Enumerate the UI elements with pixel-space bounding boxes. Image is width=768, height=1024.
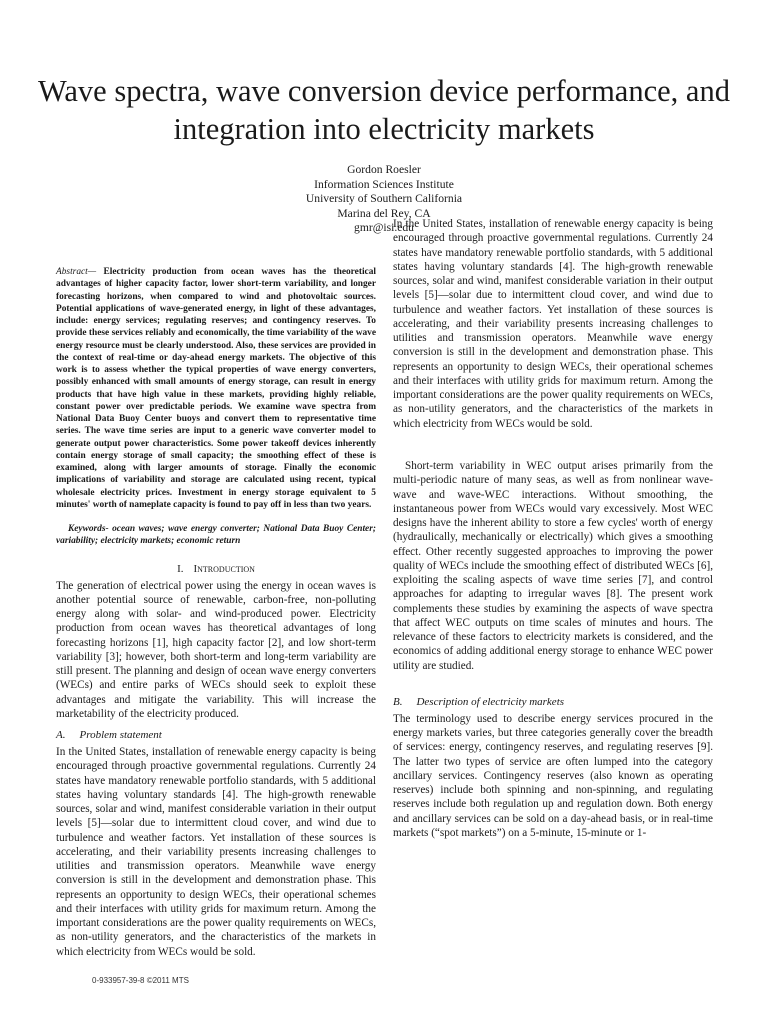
- abstract-text: Electricity production from ocean waves has the theoretical advantages of higher capacity factor, lower short-term variability, and longer forecasting horizons, when compared to wind and photovoltaic sources. Potential applications of wave-generated energy, in light of these advantages, include: energy services; regulating reserves; and contingency reserves. To provide these services reliably and economically, the time variability of the wave energy resource must be clearly understood. Also, these services are provided in the context of real-time or day-ahead energy markets. The objective of this work is to assess whether the typical properties of wave energy converters, possibly enhanced with small amounts of energy storage, can result in energy products that have high value in these markets, providing highly reliable, constant power over predictable periods. We examine wave spectra from National Data Buoy Center buoys and convert them to representative time series. The wave time series are input to a generic wave converter model to generate output power characteristics. Some power takeoff devices inherently contain energy storage of small capacity; the smoothing effect of these is examined, along with larger amounts of storage. Finally the economic implications of variability and storage are calculated using recent, typical wholesale electricity prices. Investment in energy storage equivalent to 5 minutes' worth of nameplate capacity is found to pay off in less than two years.: [56, 267, 376, 510]
- subsection-number: B.: [393, 695, 403, 708]
- author-email: gmr@isi.edu: [354, 221, 414, 235]
- author-university: University of Southern California: [305, 192, 463, 206]
- subsection-title: Problem statement: [79, 729, 162, 741]
- problem-statement-paragraph-continued: In the United States, installation of renewable energy capacity is being encouraged through proactive governmental regulations. Currently 24 states have mandatory renewable portfolio standards, with 5 additional states having voluntary standards [4]. The high-growth renewable sources, solar and wind, manifest considerable variation in their output levels [5]—solar due to intermittent cloud cover, and wind due to turbulence and weather factors. Yet installation of these sources is accelerating, and their variability presents increasing challenges to utilities and transmission operators. Meanwhile wave energy conversion is still in the development and demonstration phase. This represents an opportunity to design WECs, their operational schemes and their interfaces with utility grids for maximum return. Among the important considerations are the power quality requirements on WECs, as non-utility generators, and the characteristics of the markets in which electricity from WECs would be sold.: [393, 218, 713, 430]
- introduction-paragraph: The generation of electrical power using the energy in ocean waves is another potential source of renewable, carbon-free, non-polluting energy along with solar- and wind-produced power. Electricity production from ocean waves has theoretical advantages of long forecasting horizons [1], high capacity factor [2], and low short-term variability [3]; however, both short-term and long-term variability are still present. The planning and design of ocean wave energy converters (WECs) and entire parks of WECs should seek to exploit these advantages and mitigate the variability. This will increase the marketability of the electricity produced.: [56, 579, 376, 720]
- section-title: Introduction: [193, 562, 255, 575]
- problem-statement-paragraph-start: In the United States, installation of renewable energy capacity is being encouraged through proactive governmental regulations. Currently 24 states have mandatory renewable portfolio standards, with 5 additional states having voluntary standards [4]. The high-growth renewable sources, solar and wind, manifest considerable variation in their output levels [5]—solar due to intermittent cloud cover, and wind due to turbulence and weather factors. Yet installation of these sources is accelerating, and their variability presents increasing challenges to utilities and transmission operators. Meanwhile wave energy conversion is still in the development and demonstration phase. This represents an opportunity to design WECs, their operational schemes and their interfaces with utility grids for maximum return. Among the important considerations are the power quality requirements on WECs, as non-utility generators, and the characteristics of the markets in which electricity from WECs would be sold.: [56, 746, 376, 958]
- author-location: Marina del Rey, CA: [337, 206, 431, 220]
- subsection-heading-electricity-markets: [393, 695, 713, 709]
- subsection-heading-problem-statement: [56, 728, 376, 742]
- abstract: [56, 266, 376, 511]
- electricity-markets-paragraph: The terminology used to describe energy services procured in the energy markets varies, but three categories generally cover the breadth of services: energy, contingency reserves, and regulating reserves [9]. The latter two types of service are often lumped into the category ancillary services. Contingency reserves (also known as operating reserves) include both spinning and non-spinning, and regulating reserves include both regulation up and regulation down. Both energy and ancillary services can be sold on a day-ahead basis, or in real-time markets (“spot markets”) on a 5-minute, 15-minute or 1-: [393, 712, 713, 839]
- problem-statement-continuation: [393, 218, 713, 453]
- author-affiliation: Information Sciences Institute: [314, 177, 454, 191]
- copyright-footer: 0-933957-39-8 ©2011 MTS: [92, 976, 189, 985]
- abstract-label: Abstract—: [56, 267, 97, 277]
- right-column: [393, 218, 713, 840]
- section-heading-introduction: [56, 562, 376, 576]
- author-name: Gordon Roesler: [347, 163, 421, 176]
- section-number: I.: [177, 562, 184, 575]
- variability-paragraph: Short-term variability in WEC output arises primarily from the multi-periodic nature of many seas, as well as from nonlinear wave-wave and wave-WEC interactions. Without smoothing, the instantaneous power from WECs would vary excessively. Most WEC designs have the inherent ability to store a few cycles' worth of energy (hydraulically, mechanically or electrically) which gives a smoothing effect. Other recently suggested approaches to improving the power quality of WECs include the smoothing effect of distributed WECs [6], exploiting the scaling aspects of wave time series [7], and control approaches for adapting to irregular waves [8]. The present work complements these studies by examining the aspects of wave spectra that affect WEC outputs on time scales of minutes and hours. The relevance of these factors to electricity markets is considered, and the economics of adding additional energy storage to enhance WEC power utility are studied.: [393, 460, 713, 672]
- left-column: [56, 266, 376, 958]
- subsection-number: A.: [56, 729, 66, 741]
- subsection-title: Description of electricity markets: [416, 695, 565, 708]
- keywords: Keywords- ocean waves; wave energy converter; National Data Buoy Center; variability; electricity markets; economic return: [56, 524, 376, 547]
- paper-title: Wave spectra, wave conversion device performance, and integration into electricity markets: [38, 74, 730, 146]
